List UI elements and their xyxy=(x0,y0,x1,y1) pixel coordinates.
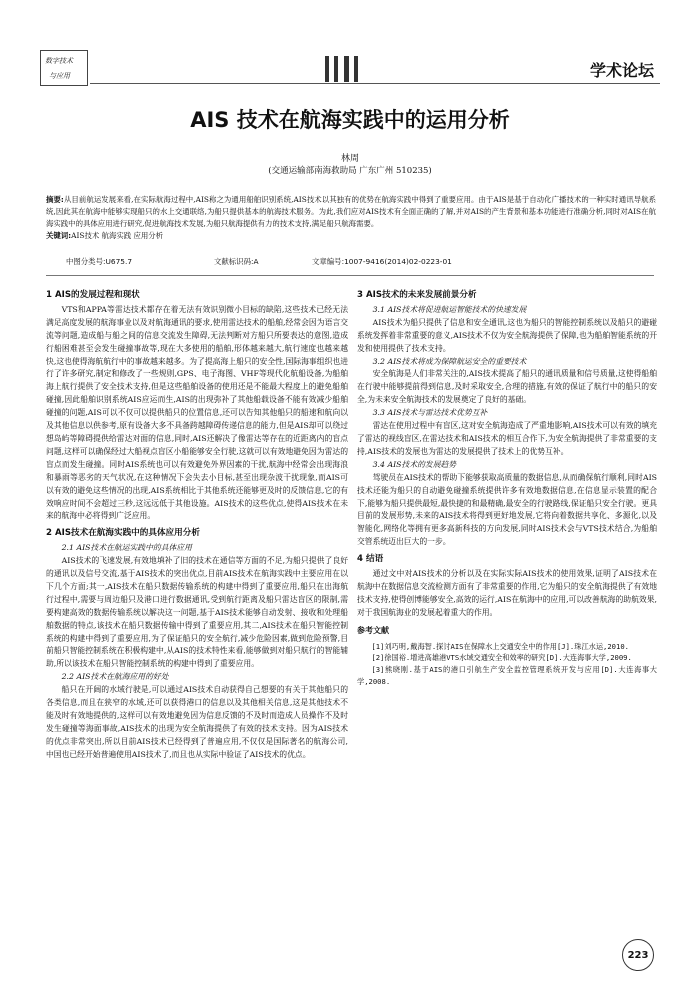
journal-label-line1: 数字技术 xyxy=(45,57,73,65)
abstract xyxy=(46,194,656,242)
clc-label: 中图分类号: xyxy=(66,257,106,266)
page-number-badge xyxy=(622,939,654,971)
header-rule xyxy=(90,83,660,84)
section-3-3-heading: 3.3 AIS技术与雷达技术优势互补 xyxy=(372,408,488,418)
section-1-heading: 1 AIS的发展过程和现状 xyxy=(46,290,140,300)
abstract-rule xyxy=(46,275,654,276)
doc-code-row xyxy=(214,256,259,267)
section-4-paragraph: 通过文中对AIS技术的分析以及在实际实际AIS技术的使用效果,证明了AIS技术在航海中在数据信息交流检测方面有了非常重要的作用,它为船只的安全航海提供了有效地技术支持,使得创博能够安全,高效的运行,AIS在航海中的应用,可以改善航海的助航效果,对于我国航海业的发展起着重大的作用。 xyxy=(357,569,657,617)
doc-code-label: 文献标识码: xyxy=(214,257,254,266)
keywords-label: 关键词: xyxy=(46,231,72,240)
left-column xyxy=(46,285,348,762)
right-column xyxy=(357,285,657,688)
clc-row xyxy=(66,256,132,267)
section-4-heading: 4 结语 xyxy=(357,554,384,565)
journal-label-box xyxy=(40,50,88,86)
reference-2: [2]徐国裕.增进高雄港VTS水域交通安全和效率的研究[D].大连海事大学,2009. xyxy=(371,653,632,663)
section-2-1-paragraph: AIS技术的飞速发展,有效地填补了旧的技术在通信等方面的不足,为船只提供了良好的通讯以及信号交流,基于AIS技术的突出优点,目前AIS技术在航海实践中主要应用在以下几个方面;其一,AIS技术在船只数据传输系统的构建中得到了重要应用,船只在出海航行过程中,需要与周边船只及港口进行数据通讯,受到航行距离及船只雷达盲区的限制,需要构建高效的数据传输系统以解决这一问题,基于AIS技术能够自动发射、接收和处理船舶数据的特点,该技术在船只数据传输中得到了重要应用,其二,AIS技术在船只智能控制系统的构建中得到了重要应用,为了保证船只的安全航行,减少危险因素,做到危险预警,目前船只智能控制系统在积极构建中,从AIS的技术特性来看,能够做到对船只航行的智能辅助,所以该技术在船只智能控制系统的构建中得到了重要应用。 xyxy=(46,556,348,669)
reference-3: [3]熊晓刚.基于AIS的港口引航生产安全监控管理系统开发与应用[D].大连海事大学,2008. xyxy=(357,665,657,686)
section-2-heading: 2 AIS技术在航海实践中的具体应用分析 xyxy=(46,528,200,539)
page-number: 223 xyxy=(627,949,649,961)
section-2-2-paragraph: 船只在开阔的水域行驶是,可以通过AIS技术自动获得自己想要的有关于其他船只的各类信息,而且在狭窄的水域,还可以获得港口的信息以及其他相关信息,这是其他技术不能及时有效地提供的,这样可以有效地避免因为信息反馈的不及时而造成人员操作不及时发生碰撞等海面事故,AIS技术的出现为安全航海提供了有效的技术支持。因为AIS技术的优点非常突出,所以目前AIS技术已经得到了普遍应用,不仅仅是国际著名的航海公司,中国也已经开始普遍使用AIS技术了,而且也从实际中验证了AIS技术的优点。 xyxy=(46,685,348,759)
section-3-1-heading: 3.1 AIS技术将促进航运智能技术的快速发展 xyxy=(372,304,527,314)
section-3-2-paragraph: 安全航海是人们非常关注的,AIS技术提高了船只的通讯质量和信号质量,这使得船舶在行驶中能够提前得到信息,及时采取安全,合理的措施,有效的保证了航行中的船只的安全,为未来安全航海技术的发展奠定了良好的基础。 xyxy=(357,369,657,405)
section-3-3-paragraph: 雷达在使用过程中有盲区,这对安全航海造成了严重地影响,AIS技术可以有效的填充了雷达的视线盲区,在雷达技术和AIS技术的相互合作下,为安全航海提供了非常重要的支持,AIS技术的发展也为雷达的发展提供了技术上的优势互补。 xyxy=(357,421,657,456)
abstract-text: 从目前航运发展来看,在实际航海过程中,AIS称之为通用船舶识别系统,AIS技术以其独有的优势在航海实践中得到了重要应用。由于AIS是基于自动化广播技术的一种实时通讯导航系统,因此其在航海中能够实现船只的水上交通联络,为船只提供基本的航海技术服务。为此,我们应对AIS技术有全面正确的了解,并对AIS的产生背景和基本功能进行准确分析,同时对AIS在航海实践中的具体应用进行研究,促进航海技术发展,为船只航海提供有力的技术支持,满足船只航海需要。 xyxy=(46,195,656,228)
journal-label-line2: 与应用 xyxy=(49,72,70,80)
header-bars-decoration xyxy=(325,56,359,82)
author: 林周 xyxy=(340,154,359,164)
article-title: AIS 技术在航海实践中的运用分析 xyxy=(190,108,510,132)
references-heading: 参考文献 xyxy=(357,625,389,635)
section-3-4-paragraph: 驾驶员在AIS技术的帮助下能够获取高质量的数据信息,从而确保航行顺利,同时AIS技术还能为船只的自动避免碰撞系统提供许多有效地数据信息,在信息显示装置的配合下,能够为船只提供最短,最快捷的和最精确,最安全的行驶路线,保证船只安全行驶。更具目前的发展形势,未来的AIS技术将得到更好地发展,它将向着数据共享化、多源化,以及智能化,网络化等拥有更多高新科技的方向发展,同时AIS技术会与VTS技术结合,为船舶交管系统迈出巨大的一步。 xyxy=(357,472,657,547)
doc-code-value: A xyxy=(253,257,259,266)
reference-1: [1]刘巧明,戴海智.探讨AIS在保障水上交通安全中的作用[J].珠江水运,2010. xyxy=(371,641,629,651)
section-3-heading: 3 AIS技术的未来发展前景分析 xyxy=(357,290,477,300)
article-no-label: 文章编号: xyxy=(312,257,345,266)
section-2-1-heading: 2.1 AIS技术在航运实践中的具体应用 xyxy=(61,543,192,553)
keywords: AIS技术 航海实践 应用分析 xyxy=(71,231,164,240)
article-no-value: 1007-9416(2014)02-0223-01 xyxy=(344,257,452,266)
section-2-2-heading: 2.2 AIS技术在航海应用的好处 xyxy=(61,672,169,682)
article-no-row xyxy=(312,256,452,267)
section-3-4-heading: 3.4 AIS技术的发展趋势 xyxy=(372,459,457,469)
abstract-label: 摘要: xyxy=(46,195,64,204)
section-3-1-paragraph: AIS技术为船只提供了信息和安全通讯,这也为船只的智能控制系统以及船只的避碰系统发挥着非常重要的意义,AIS技术不仅为安全航海提供了保障,也为船舶智能系统的开发和使用提供了技术支持。 xyxy=(357,317,657,353)
section-3-2-heading: 3.2 AIS技术将成为保障航运安全的重要技术 xyxy=(372,356,527,366)
affiliation: (交通运输部南海救助局 广东广州 510235) xyxy=(268,166,432,176)
section-1-paragraph: VTS和APPA等雷达技术都存在着无法有效识别微小目标的缺陷,这些技术已经无法满足高度发展的航海事业以及对航海通讯的要求,使用雷达技术的船舶,经常会因为语言交流等问题,造成船与船之间的信息交流发生障碍,无法判断对方船只所要表达的意图,造成行船困难甚至会发生碰撞事故等,现在大多使用的船舶,形体越来越大,航行速度也越来越快,这也使得海航航行中的事故越来越多。为了提高海上船只的安全性,国际海事组织也进行了许多研究,制定和修改了一些规则,GPS、电子海图、VHF等现代化航船设备,为船舶海上航行提供了安全技术支持,但是这些船舶设备的使用还是不能最大程度上的避免船舶碰撞,因此船舶识别系统AIS应运而生,AIS的出现弥补了其他船载设备不能有效减少船舶碰撞的问题,AIS可以不仅可以提供船只的位置信息,还可以告知其他船只的船速和航向以及其他信息以供参考,原有设备大多不具备跨越障碍传递信息的能力,但是AIS却可以绕过想岛屿等障碍提供给雷达对面的信息,同时,AIS还解决了像雷达等存在的近距离内的盲点问题,这样可以确保经过大船视点盲区小船能够安全行驶,这就可以有效地避免因为雷达的盲点而发生碰撞。同时AIS系统也可以有效避免外界因素的干扰,航海中经常会出现海浪和暴雨等恶劣的天气状况,在这种情况下会失去小目标,甚至出现杂波干扰现象,而AIS可以有效的避免这些情况的出现,AIS系统相比于其他系统还能够更及时的反馈信息,它的有效响应时间不会超过三秒,这远远低于其他设施。AIS技术的这些优点,使得AIS技术在未来的航海中必将得到广泛应用。 xyxy=(46,304,348,521)
clc-value: U675.7 xyxy=(105,257,133,266)
section-label: 学术论坛 xyxy=(589,61,654,80)
